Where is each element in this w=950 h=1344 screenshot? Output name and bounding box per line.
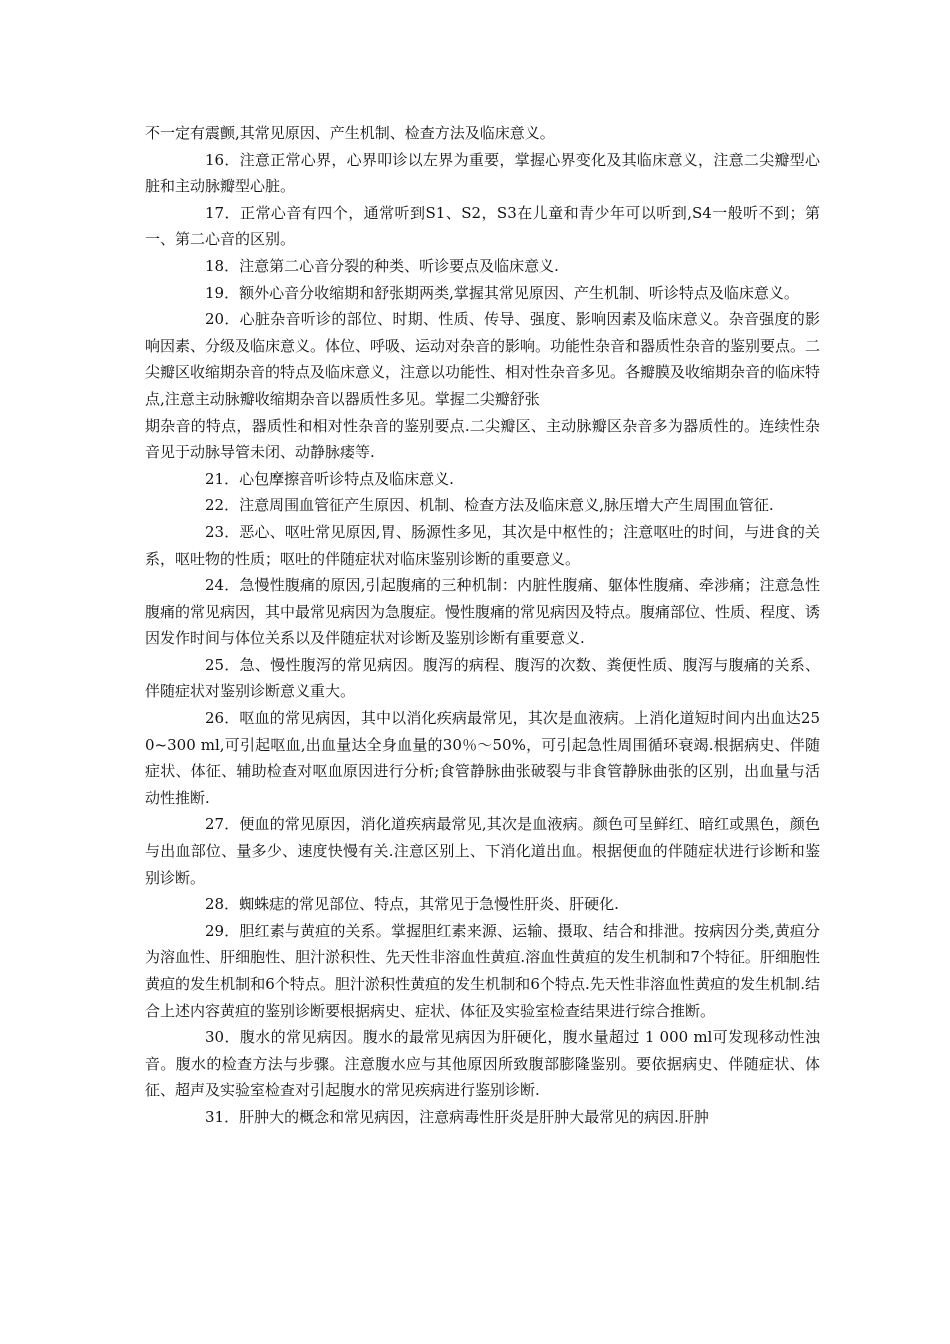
- paragraph-27: 27．便血的常见原因，消化道疾病最常见,其次是血液病。颜色可呈鲜红、暗红或黑色，颜色与出血部位、量多少、速度快慢有关.注意区别上、下消化道出血。根据便血的伴随症状进行诊断和鉴别诊断。: [145, 815, 820, 887]
- paragraph-26: 26．呕血的常见病因，其中以消化疾病最常见，其次是血液病。上消化道短时间内出血达250~300 ml,可引起呕血,出血量达全身血量的30％～50%，可引起急性周围循环衰竭.根据病史、伴随症状、体征、辅助检查对呕血原因进行分析;食管静脉曲张破裂与非食管静脉曲张的区别，出血量与活动性推断.: [145, 709, 820, 807]
- paragraph-25: 25．急、慢性腹泻的常见病因。腹泻的病程、腹泻的次数、粪便性质、腹泻与腹痛的关系、伴随症状对鉴别诊断意义重大。: [145, 655, 820, 701]
- paragraph-30: 30．腹水的常见病因。腹水的最常见病因为肝硬化，腹水量超过 1 000 ml可发现移动性浊音。腹水的检查方法与步骤。注意腹水应与其他原因所致腹部膨隆鉴别。要依据病史、伴随症状、体征、超声及实验室检查对引起腹水的常见疾病进行鉴别诊断.: [145, 1028, 820, 1100]
- paragraph-17: 17．正常心音有四个，通常听到S1、S2，S3在儿童和青少年可以听到,S4一般听不到；第一、第二心音的区别。: [145, 203, 820, 249]
- paragraph-28: 28．蜘蛛痣的常见部位、特点，其常见于急慢性肝炎、肝硬化.: [205, 895, 619, 914]
- paragraph-20-continued: 期杂音的特点，器质性和相对性杂音的鉴别要点.二尖瓣区、主动脉瓣区杂音多为器质性的。连续性杂音见于动脉导管未闭、动静脉瘘等.: [145, 416, 820, 462]
- paragraph-24: 24．急慢性腹痛的原因,引起腹痛的三种机制：内脏性腹痛、躯体性腹痛、牵涉痛；注意急性腹痛的常见病因，其中最常见病因为急腹症。慢性腹痛的常见病因及特点。腹痛部位、性质、程度、诱因发作时间与体位关系以及伴随症状对诊断及鉴别诊断有重要意义.: [145, 576, 821, 648]
- paragraph-21: 21．心包摩擦音听诊特点及临床意义.: [205, 469, 454, 488]
- paragraph-29: 29．胆红素与黄疸的关系。掌握胆红素来源、运输、摄取、结合和排泄。按病因分类,黄疸分为溶血性、肝细胞性、胆汁淤积性、先天性非溶血性黄疸.溶血性黄疸的发生机制和7个特征。肝细胞性黄疸的发生机制和6个特点。胆汁淤积性黄疸的发生机制和6个特点.先天性非溶血性黄疸的发生机制.结合上述内容黄疸的鉴别诊断要根据病史、症状、体征及实验室检查结果进行综合推断。: [145, 921, 820, 1020]
- paragraph-16: 16．注意正常心界，心界叩诊以左界为重要，掌握心界变化及其临床意义，注意二尖瓣型心脏和主动脉瓣型心脏。: [145, 150, 820, 196]
- paragraph-19: 19．额外心音分收缩期和舒张期两类,掌握其常见原因、产生机制、听诊特点及临床意义。: [205, 283, 799, 302]
- paragraph-22: 22．注意周围血管征产生原因、机制、检查方法及临床意义,脉压增大产生周围血管征.: [205, 496, 774, 515]
- document-page: [145, 120, 820, 1131]
- paragraph-23: 23．恶心、呕吐常见原因,胃、肠源性多见，其次是中枢性的；注意呕吐的时间，与进食的关系，呕吐物的性质；呕吐的伴随症状对临床鉴别诊断的重要意义。: [145, 522, 820, 568]
- paragraph-20: 20．心脏杂音听诊的部位、时期、性质、传导、强度、影响因素及临床意义。杂音强度的影响因素、分级及临床意义。体位、呼吸、运动对杂音的影响。功能性杂音和器质性杂音的鉴别要点。二尖瓣区收缩期杂音的特点及临床意义，注意以功能性、相对性杂音多见。各瓣膜及收缩期杂音的临床特点,注意主动脉瓣收缩期杂音以器质性多见。掌握二尖瓣舒张: [145, 310, 821, 408]
- paragraph-continued: 不一定有震颤,其常见原因、产生机制、检查方法及临床意义。: [145, 124, 555, 142]
- paragraph-18: 18．注意第二心音分裂的种类、听诊要点及临床意义.: [205, 256, 559, 275]
- paragraph-31: 31．肝肿大的概念和常见病因，注意病毒性肝炎是肝肿大最常见的病因.肝肿: [205, 1107, 709, 1126]
